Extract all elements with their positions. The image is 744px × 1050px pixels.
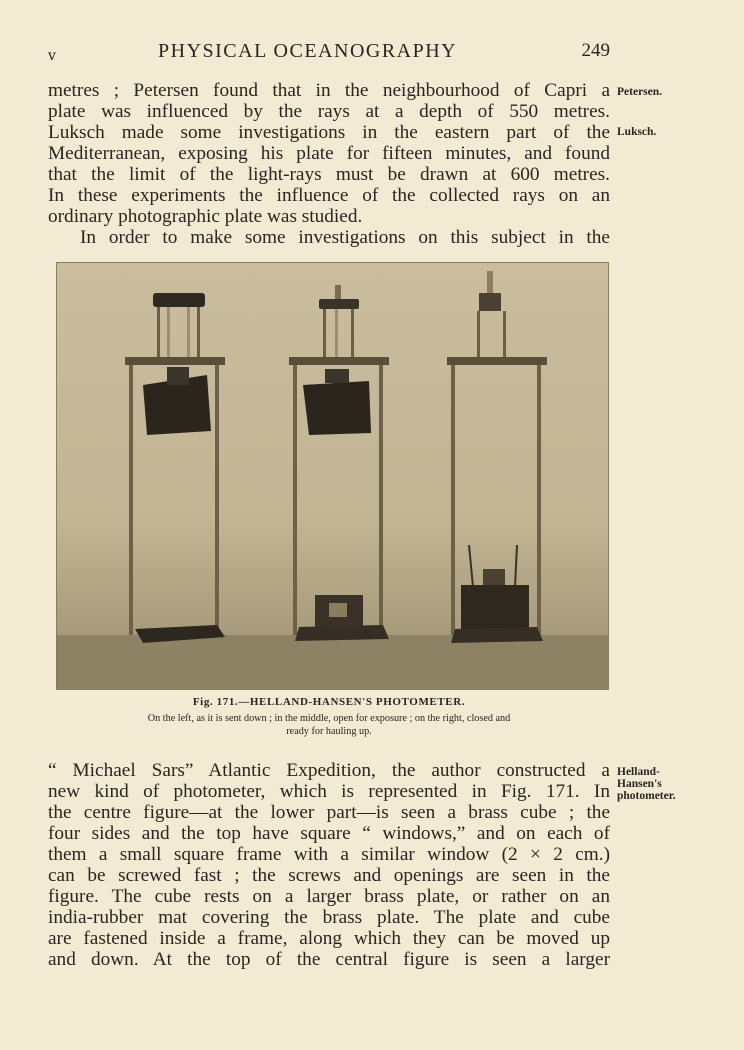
text-line: figure. The cube rests on a larger brass plate, or rather on an [48,886,610,907]
caption-line: On the left, as it is sent down ; in the middle, open for exposure ; on the right, closed and [147,713,511,724]
text-line: In order to make some investigations on this subject in the [80,227,610,248]
margin-note-luksch: Luksch. [617,126,657,138]
text-line: In these experiments the influence of the collected rays on an [48,185,610,206]
margin-note-line: Helland- [617,766,660,778]
paragraph-3 [48,760,610,970]
text-line: Luksch made some investigations in the eastern part of the [48,122,610,143]
text-line: plate was influenced by the rays at a depth of 550 metres. [48,101,610,122]
margin-note-line: Hansen's [617,778,662,790]
margin-note-petersen: Petersen. [617,86,663,98]
paragraph-1 [48,80,610,248]
photometer-left [125,293,225,643]
text-line: metres ; Petersen found that in the neighbourhood of Capri a [48,80,610,101]
text-line: four sides and the top have square “ windows,” and on each of [48,823,610,844]
text-line: new kind of photometer, which is represented in Fig. 171. In [48,781,610,802]
text-line: are fastened inside a frame, along which they can be moved up [48,928,610,949]
text-line: them a small square frame with a similar window (2 × 2 cm.) [48,844,610,865]
photometer-middle [289,285,389,641]
text-line: can be screwed fast ; the screws and openings are seen in the [48,865,610,886]
chapter-number: v [48,48,56,64]
caption-line: ready for hauling up. [286,726,372,737]
running-head [48,40,610,70]
photometer-illustration [57,263,608,689]
text-line: that the limit of the light-rays must be drawn at 600 metres. [48,164,610,185]
text-line: india-rubber mat covering the brass plate. The plate and cube [48,907,610,928]
floor-shadow [57,635,608,689]
text-line: Mediterranean, exposing his plate for fifteen minutes, and found [48,143,610,164]
photometer-right [447,271,547,643]
running-title: PHYSICAL OCEANOGRAPHY [158,40,458,62]
figure-caption-title: Fig. 171.—HELLAND-HANSEN'S PHOTOMETER. [192,696,466,708]
margin-note-line: photometer. [617,790,676,802]
text-line: “ Michael Sars” Atlantic Expedition, the author constructed a [48,760,610,781]
text-line: the centre figure—at the lower part—is seen a brass cube ; the [48,802,610,823]
text-line: ordinary photographic plate was studied. [48,206,363,227]
margin-note-helland-hansen [617,766,676,802]
text-line: and down. At the top of the central figure is seen a larger [48,949,610,970]
page-number: 249 [581,40,610,61]
figure-caption-description [48,712,610,738]
photometer-figure [56,262,609,690]
